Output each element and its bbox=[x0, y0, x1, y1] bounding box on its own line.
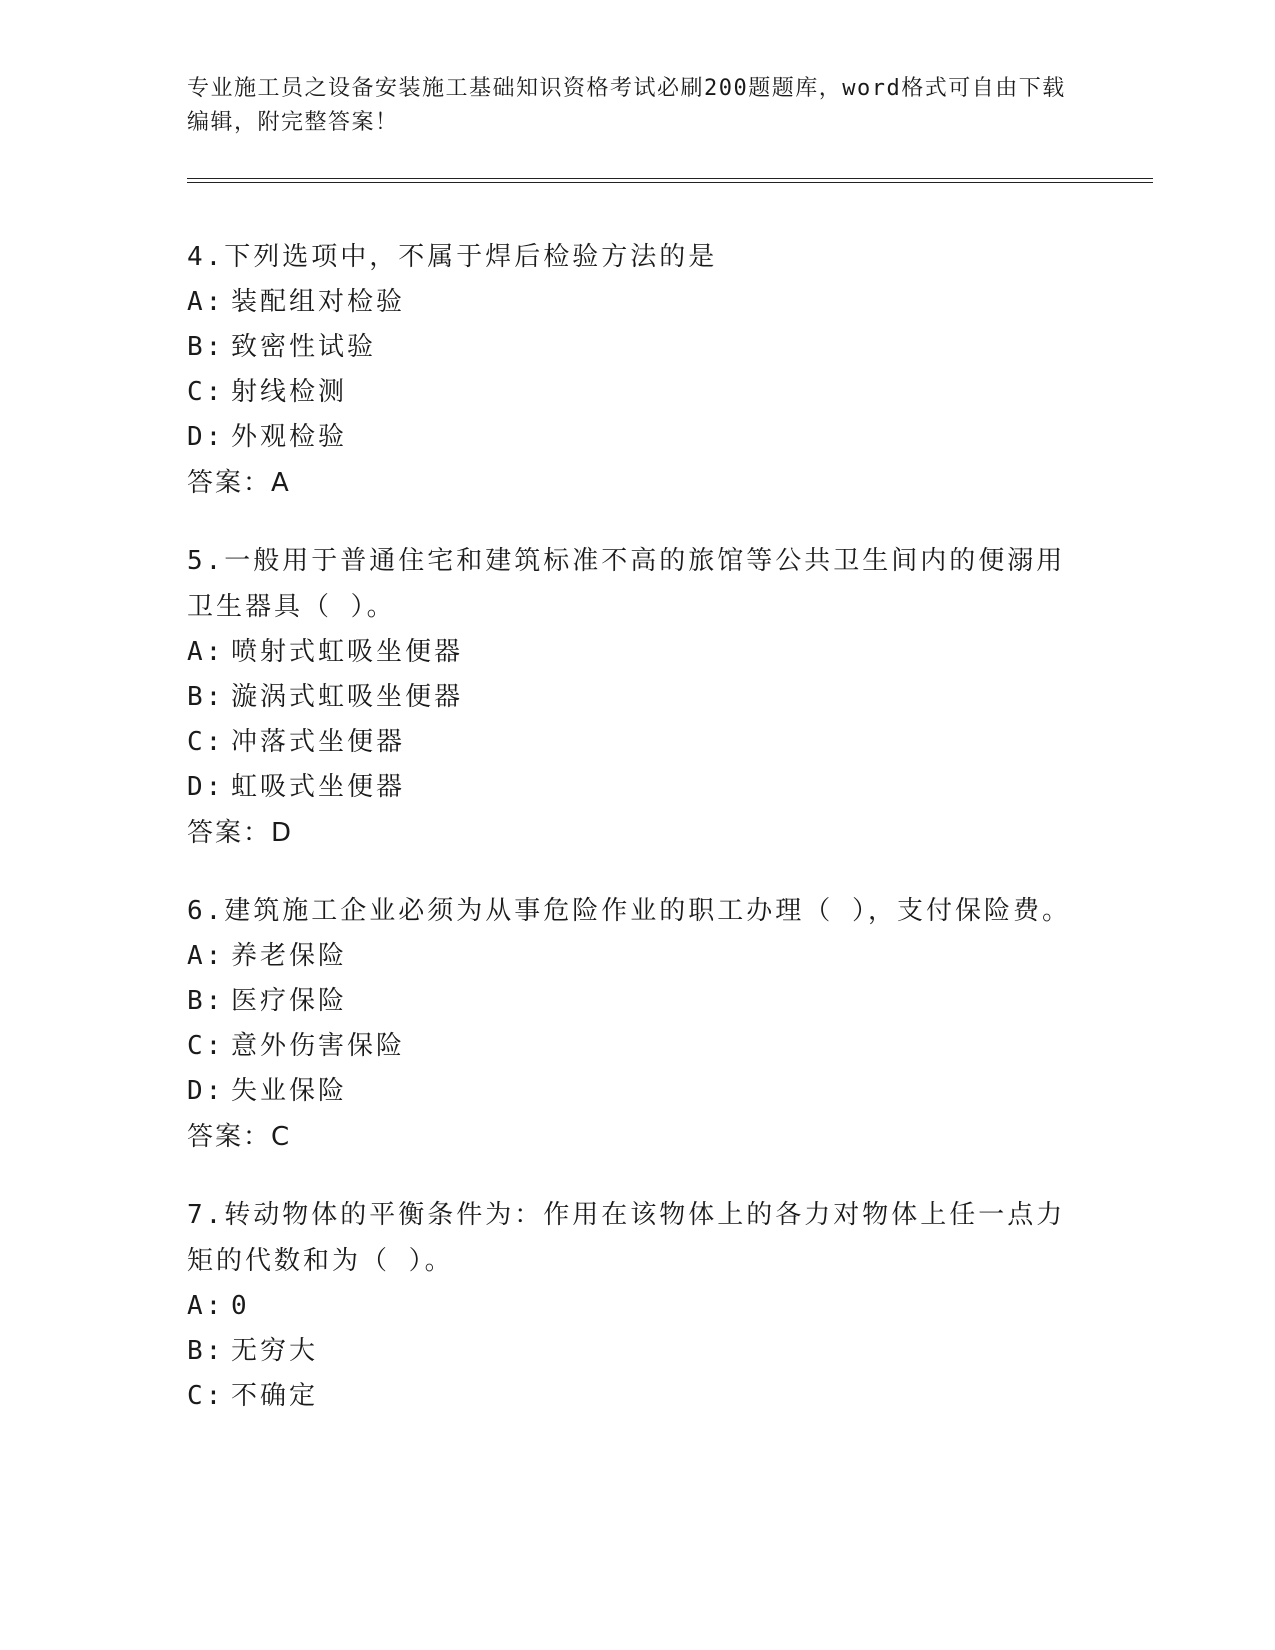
option-letter: C: bbox=[187, 1381, 225, 1411]
option-d bbox=[187, 765, 1087, 810]
answer-label: 答案：C bbox=[187, 1122, 292, 1152]
option-letter: D: bbox=[187, 1076, 225, 1106]
option-b bbox=[187, 325, 1087, 370]
option-c bbox=[187, 1024, 1087, 1069]
option-c bbox=[187, 370, 1087, 415]
question-5 bbox=[187, 538, 1087, 856]
option-text: 虹吸式坐便器 bbox=[231, 772, 406, 802]
option-text: 不确定 bbox=[231, 1381, 319, 1411]
option-text: 养老保险 bbox=[231, 941, 348, 971]
option-letter: B: bbox=[187, 986, 225, 1016]
option-letter: A: bbox=[187, 1291, 225, 1321]
option-text: 外观检验 bbox=[231, 422, 348, 452]
question-text: 7.转动物体的平衡条件为：作用在该物体上的各力对物体上任一点力矩的代数和为（ ）。 bbox=[187, 1200, 1066, 1276]
option-letter: B: bbox=[187, 332, 225, 362]
option-letter: A: bbox=[187, 637, 225, 667]
option-text: 冲落式坐便器 bbox=[231, 727, 406, 757]
option-letter: C: bbox=[187, 727, 225, 757]
option-b bbox=[187, 1329, 1087, 1374]
answer-label: 答案：D bbox=[187, 818, 294, 848]
question-list bbox=[187, 234, 1087, 1451]
question-4 bbox=[187, 234, 1087, 506]
option-a bbox=[187, 280, 1087, 325]
option-text: 喷射式虹吸坐便器 bbox=[231, 637, 464, 667]
option-text: 射线检测 bbox=[231, 377, 348, 407]
option-letter: D: bbox=[187, 422, 225, 452]
header-rule-bottom bbox=[187, 182, 1153, 183]
question-text: 4.下列选项中，不属于焊后检验方法的是 bbox=[187, 242, 718, 272]
option-text: 医疗保险 bbox=[231, 986, 348, 1016]
option-text: 无穷大 bbox=[231, 1336, 319, 1366]
header-title: 专业施工员之设备安装施工基础知识资格考试必刷200题题库，word格式可自由下载编辑，附完整答案！ bbox=[187, 76, 1066, 135]
option-c bbox=[187, 1374, 1087, 1419]
option-text: 意外伤害保险 bbox=[231, 1031, 406, 1061]
question-7 bbox=[187, 1192, 1087, 1419]
option-letter: C: bbox=[187, 1031, 225, 1061]
option-text: 致密性试验 bbox=[231, 332, 377, 362]
question-6 bbox=[187, 888, 1087, 1160]
option-d bbox=[187, 415, 1087, 460]
option-d bbox=[187, 1069, 1087, 1114]
option-letter: B: bbox=[187, 682, 225, 712]
question-text: 5.一般用于普通住宅和建筑标准不高的旅馆等公共卫生间内的便溺用卫生器具（ ）。 bbox=[187, 546, 1066, 622]
option-text: 0 bbox=[231, 1291, 250, 1321]
answer-label: 答案：A bbox=[187, 468, 291, 498]
option-text: 漩涡式虹吸坐便器 bbox=[231, 682, 464, 712]
option-a bbox=[187, 1284, 1087, 1329]
option-b bbox=[187, 979, 1087, 1024]
option-letter: A: bbox=[187, 287, 225, 317]
option-a bbox=[187, 934, 1087, 979]
option-text: 失业保险 bbox=[231, 1076, 348, 1106]
question-text: 6.建筑施工企业必须为从事危险作业的职工办理（ ），支付保险费。 bbox=[187, 896, 1071, 926]
option-letter: D: bbox=[187, 772, 225, 802]
option-a bbox=[187, 630, 1087, 675]
header-rule-top bbox=[187, 178, 1153, 179]
option-text: 装配组对检验 bbox=[231, 287, 406, 317]
document-header bbox=[187, 72, 1087, 140]
option-letter: A: bbox=[187, 941, 225, 971]
option-letter: C: bbox=[187, 377, 225, 407]
option-letter: B: bbox=[187, 1336, 225, 1366]
option-c bbox=[187, 720, 1087, 765]
option-b bbox=[187, 675, 1087, 720]
